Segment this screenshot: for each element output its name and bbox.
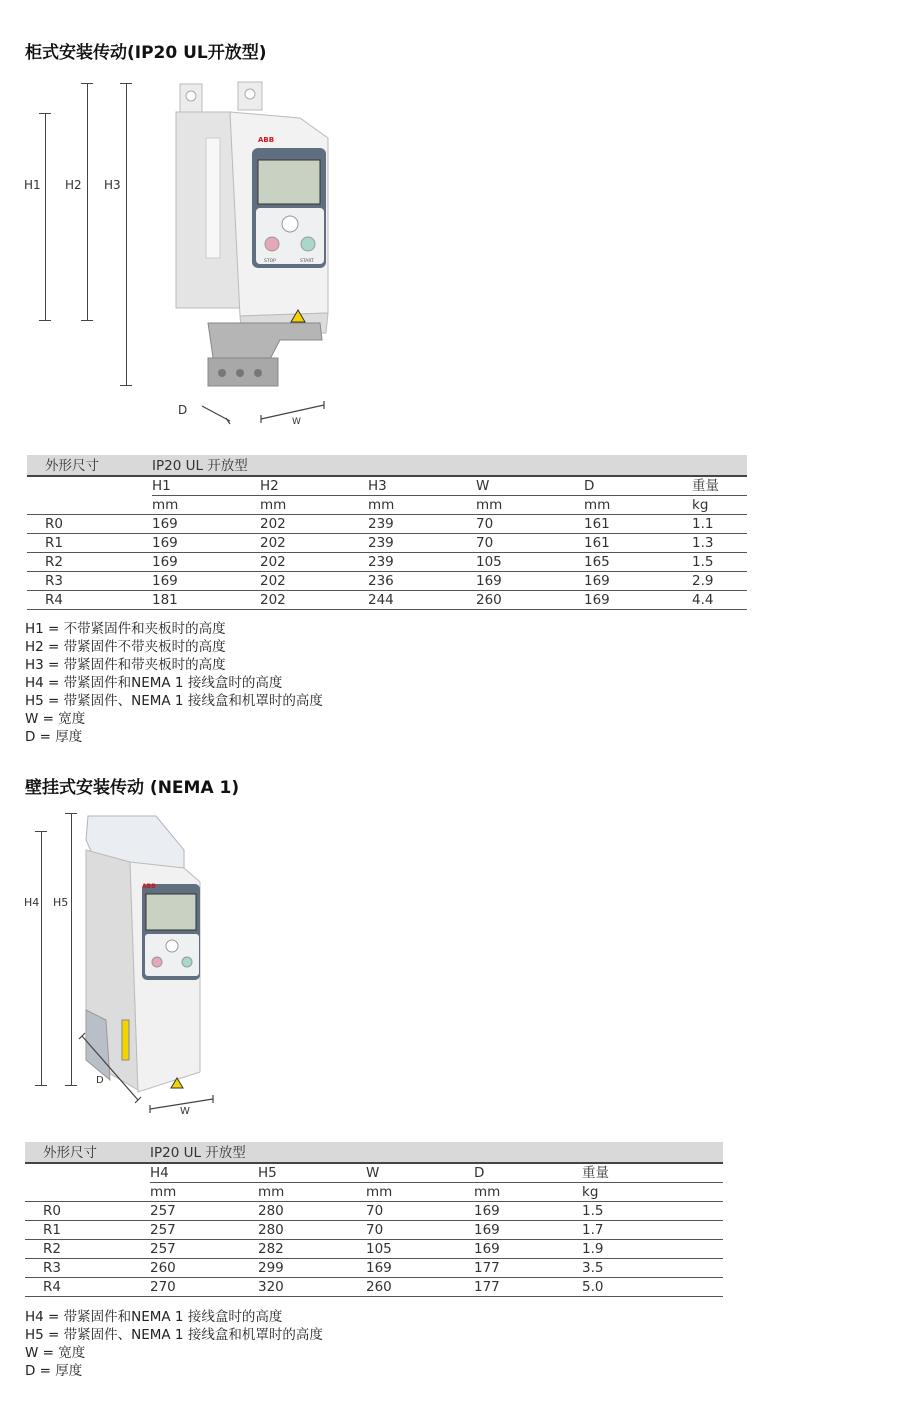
cell: 257 [150,1240,258,1259]
note: H4 = 带紧固件和NEMA 1 接线盒时的高度 [25,675,283,691]
table2-group-label: 外形尺寸 [25,1142,150,1163]
drive-wall-mount-illustration [76,810,226,1120]
cell: 169 [584,591,692,610]
table1-group-header [27,455,747,476]
cell: 299 [258,1259,366,1278]
h1-dimension-line [45,113,46,321]
section2-notes [25,1308,323,1380]
table2-col-weight: 重量 [582,1163,723,1183]
cell: 169 [474,1202,582,1221]
table-row [25,1240,723,1259]
note: H3 = 带紧固件和带夹板时的高度 [25,657,226,673]
table1-units-row [27,496,747,515]
frame-size: R2 [27,553,152,572]
frame-size: R4 [25,1278,150,1297]
cell: 177 [474,1259,582,1278]
cell: 239 [368,534,476,553]
table2-col-w: W [366,1163,474,1183]
cell: 320 [258,1278,366,1297]
table2-column-headers [25,1163,723,1183]
frame-size: R1 [25,1221,150,1240]
table-row [27,534,747,553]
cell: 169 [152,553,260,572]
cell: 181 [152,591,260,610]
cell: 282 [258,1240,366,1259]
table1-col-h2: H2 [260,476,368,496]
table1-col-h1: H1 [152,476,260,496]
cell: 169 [584,572,692,591]
cell: 1.3 [692,534,747,553]
table2-unit: mm [366,1183,474,1202]
section1-dimensions-table [27,455,747,610]
table1-col-h3: H3 [368,476,476,496]
table1-col-weight: 重量 [692,476,747,496]
cell: 280 [258,1202,366,1221]
note: D = 厚度 [25,729,83,745]
cell: 161 [584,515,692,534]
table2-units-row [25,1183,723,1202]
note: H5 = 带紧固件、NEMA 1 接线盒和机罩时的高度 [25,693,323,709]
table1-unit: mm [476,496,584,515]
frame-size: R4 [27,591,152,610]
cell: 1.9 [582,1240,723,1259]
cell: 236 [368,572,476,591]
h4-label: H4 [24,896,40,909]
cell: 3.5 [582,1259,723,1278]
cell: 70 [366,1202,474,1221]
table1-unit: mm [368,496,476,515]
cell: 165 [584,553,692,572]
cell: 105 [366,1240,474,1259]
note: H4 = 带紧固件和NEMA 1 接线盒时的高度 [25,1309,283,1325]
cell: 202 [260,553,368,572]
cell: 169 [474,1240,582,1259]
h3-label: H3 [104,178,121,192]
section1-notes [25,620,323,746]
h2-dimension-line [87,83,88,321]
table2-group-title: IP20 UL 开放型 [150,1142,723,1163]
table-row [27,515,747,534]
h4-cap-bottom [35,1085,47,1086]
section1-title: 柜式安装传动(IP20 UL开放型) [25,43,267,63]
cell: 202 [260,515,368,534]
cell: 5.0 [582,1278,723,1297]
table1-unit: mm [584,496,692,515]
table1-column-headers [27,476,747,496]
cell: 280 [258,1221,366,1240]
h5-dimension-line [71,813,72,1086]
h3-cap-top [120,83,132,84]
h4-cap-top [35,831,47,832]
h2-cap-bottom [81,320,93,321]
cell: 169 [152,572,260,591]
table-row [25,1259,723,1278]
cell: 1.7 [582,1221,723,1240]
table1-group-title: IP20 UL 开放型 [152,455,747,476]
note: W = 宽度 [25,711,86,727]
cell: 260 [366,1278,474,1297]
cell: 70 [366,1221,474,1240]
cell: 105 [476,553,584,572]
table1-unit: mm [152,496,260,515]
cell: 1.1 [692,515,747,534]
h4-dimension-line [41,831,42,1086]
cell: 161 [584,534,692,553]
frame-size: R3 [27,572,152,591]
drive-cabinet-illustration [160,78,340,428]
cell: 169 [152,534,260,553]
cell: 239 [368,553,476,572]
d-label: D [96,1075,104,1086]
note: H5 = 带紧固件、NEMA 1 接线盒和机罩时的高度 [25,1327,323,1343]
note: W = 宽度 [25,1345,86,1361]
cell: 260 [150,1259,258,1278]
cell: 4.4 [692,591,747,610]
cell: 260 [476,591,584,610]
table1-unit: mm [260,496,368,515]
cell: 244 [368,591,476,610]
table-row [25,1278,723,1297]
table1-col-d: D [584,476,692,496]
stop-key-label: STOP [264,259,276,264]
cell: 169 [152,515,260,534]
cell: 169 [366,1259,474,1278]
abb-logo: ABB [142,883,156,890]
h1-cap-top [39,113,51,114]
table-row [25,1202,723,1221]
h3-dimension-line [126,83,127,386]
h1-cap-bottom [39,320,51,321]
w-label: W [180,1106,190,1117]
cell: 70 [476,534,584,553]
frame-size: R0 [27,515,152,534]
note: H1 = 不带紧固件和夹板时的高度 [25,621,226,637]
table-row [25,1221,723,1240]
h2-label: H2 [65,178,82,192]
table1-col-w: W [476,476,584,496]
d-label: D [178,403,188,417]
w-label: W [292,417,301,427]
note: H2 = 带紧固件不带夹板时的高度 [25,639,226,655]
table2-col-d: D [474,1163,582,1183]
table2-group-header [25,1142,723,1163]
cell: 70 [476,515,584,534]
cell: 2.9 [692,572,747,591]
h5-label: H5 [53,896,69,909]
abb-logo: ABB [258,136,275,144]
section2-title: 壁挂式安装传动 (NEMA 1) [25,778,240,798]
table2-col-h4: H4 [150,1163,258,1183]
table2-col-h5: H5 [258,1163,366,1183]
h2-cap-top [81,83,93,84]
cell: 202 [260,591,368,610]
start-key-label: START [300,259,314,264]
table2-unit: mm [258,1183,366,1202]
table2-unit: mm [474,1183,582,1202]
frame-size: R2 [25,1240,150,1259]
h1-label: H1 [24,178,41,192]
cell: 270 [150,1278,258,1297]
frame-size: R1 [27,534,152,553]
table2-unit: mm [150,1183,258,1202]
cell: 177 [474,1278,582,1297]
cell: 202 [260,572,368,591]
table1-group-label: 外形尺寸 [27,455,152,476]
frame-size: R3 [25,1259,150,1278]
h3-cap-bottom [120,385,132,386]
section2-dimensions-table [25,1142,723,1297]
table-row [27,553,747,572]
table-row [27,572,747,591]
cell: 202 [260,534,368,553]
cell: 169 [474,1221,582,1240]
cell: 1.5 [692,553,747,572]
cell: 169 [476,572,584,591]
cell: 257 [150,1221,258,1240]
frame-size: R0 [25,1202,150,1221]
table1-unit: kg [692,496,747,515]
table2-unit: kg [582,1183,723,1202]
cell: 257 [150,1202,258,1221]
cell: 239 [368,515,476,534]
note: D = 厚度 [25,1363,83,1379]
table-row [27,591,747,610]
cell: 1.5 [582,1202,723,1221]
